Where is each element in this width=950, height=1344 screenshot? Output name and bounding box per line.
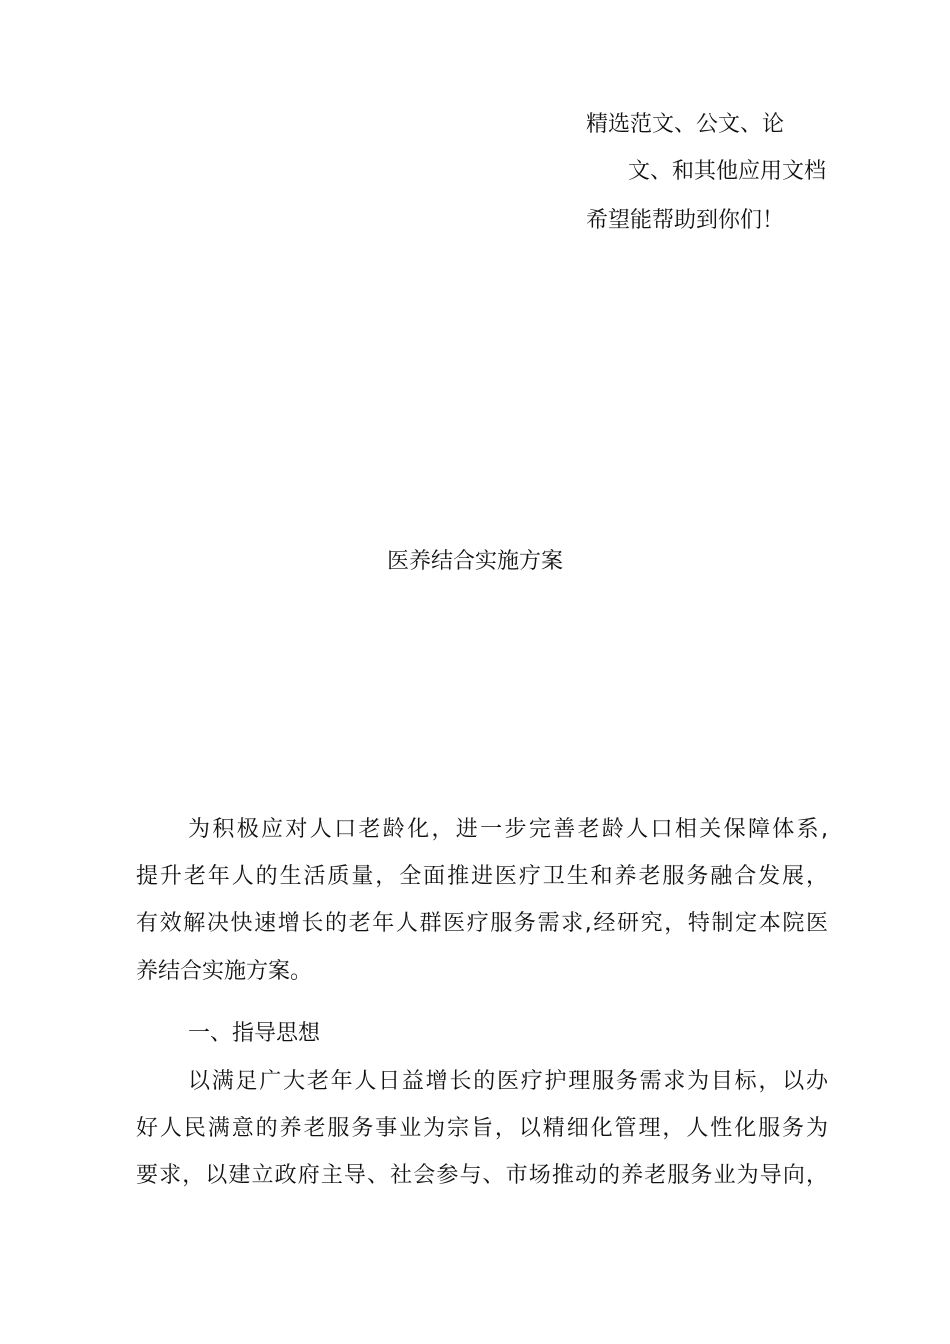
section-1-paragraph: [136, 1064, 828, 1206]
section-heading: [136, 1016, 828, 1063]
section-1-line-3: 要求，以建立政府主导、社会参与、市场推动的养老服务业为导向，: [136, 1163, 828, 1189]
header-line-3: 希望能帮助到你们！: [586, 208, 785, 233]
intro-line-2: 提升老年人的生活质量，全面推进医疗卫生和养老服务融合发展，: [136, 864, 828, 890]
section-1-line-1: 以满足广大老年人日益增长的医疗护理服务需求为目标，以办: [188, 1069, 828, 1094]
intro-line-1: 为积极应对人口老龄化，进一步完善老龄人口相关保障体系,: [188, 817, 828, 842]
section-1-heading: 一、指导思想: [188, 1021, 321, 1046]
intro-line-4: 养结合实施方案。: [136, 958, 313, 984]
document-title: 医养结合实施方案: [386, 549, 563, 574]
intro-line-3: 有效解决快速增长的老年人群医疗服务需求,经研究，特制定本院医: [136, 911, 828, 937]
intro-paragraph: [136, 812, 828, 1001]
section-1-line-2: 好人民满意的养老服务事业为宗旨，以精细化管理，人性化服务为: [136, 1116, 828, 1142]
header-line-1: 精选范文、公文、论: [586, 112, 785, 137]
header-line-2: 文、和其他应用文档: [628, 159, 827, 184]
